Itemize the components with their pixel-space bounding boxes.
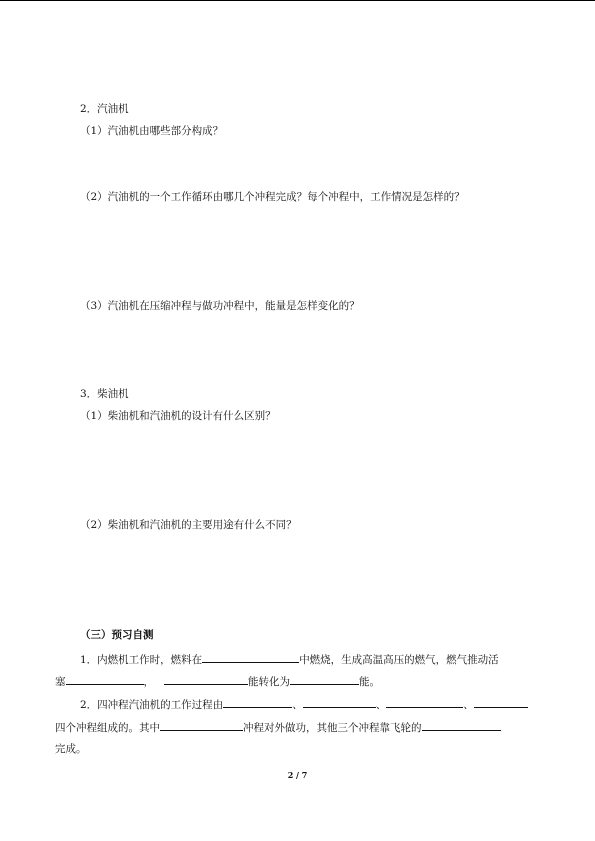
question-gasoline-cycle: （2）汽油机的一个工作循环由哪几个冲程完成？每个冲程中，工作情况是怎样的？ — [80, 191, 465, 203]
fill-in-item-1-line-1 — [80, 651, 499, 667]
item-1-text-a: 1．内燃机工作时，燃料在 — [80, 654, 203, 666]
fill-in-item-1-line-2 — [55, 673, 380, 689]
question-diesel-uses: （2）柴油机和汽油机的主要用途有什么不同？ — [80, 519, 297, 531]
section-heading-diesel-engine: 3．柴油机 — [80, 388, 129, 400]
item-2-blank-stroke-1[interactable] — [223, 696, 292, 708]
item-2-sep-3: 、 — [463, 699, 474, 711]
item-2-sep-2: 、 — [375, 699, 387, 711]
question-diesel-design: （1）柴油机和汽油机的设计有什么区别？ — [80, 410, 276, 422]
item-1-text-c: 塞 — [55, 676, 66, 688]
item-2-blank-power-stroke[interactable] — [160, 719, 243, 731]
item-2-blank-stroke-4[interactable] — [474, 696, 528, 708]
item-1-blank-energy-to[interactable] — [290, 673, 359, 685]
item-2-text-b: 四个冲程组成的。其中 — [55, 722, 160, 734]
item-2-text-c: 冲程对外做功，其他三个冲程靠飞轮的 — [243, 722, 422, 734]
top-border-rule — [0, 0, 595, 1]
section-heading-gasoline-engine: 2．汽油机 — [80, 103, 129, 115]
fill-in-item-2-line-2 — [55, 719, 501, 735]
item-2-blank-flywheel[interactable] — [422, 719, 501, 731]
section-heading-self-test: （三）预习自测 — [80, 629, 154, 641]
item-1-text-e: 能转化为 — [248, 676, 290, 688]
question-gasoline-components: （1）汽油机由哪些部分构成？ — [80, 125, 224, 137]
question-gasoline-energy: （3）汽油机在压缩冲程与做功冲程中，能量是怎样变化的？ — [80, 300, 360, 312]
fill-in-item-2-line-3: 完成。 — [55, 743, 87, 755]
item-2-text-a: 2．四冲程汽油机的工作过程由 — [80, 699, 224, 711]
item-1-text-b: 中燃烧，生成高温高压的燃气，燃气推动活 — [299, 654, 499, 666]
fill-in-item-2-line-1 — [80, 696, 528, 712]
item-1-blank-energy-from[interactable] — [164, 673, 248, 685]
item-2-sep-1: 、 — [292, 699, 303, 711]
item-1-text-d: ， — [143, 676, 154, 688]
item-2-blank-stroke-3[interactable] — [386, 696, 463, 708]
item-1-blank-fuel-location[interactable] — [202, 651, 299, 663]
item-2-blank-stroke-2[interactable] — [303, 696, 376, 708]
page-number: 2 / 7 — [287, 770, 308, 780]
item-1-text-f: 能。 — [359, 676, 380, 688]
item-1-blank-piston-motion[interactable] — [66, 673, 144, 685]
